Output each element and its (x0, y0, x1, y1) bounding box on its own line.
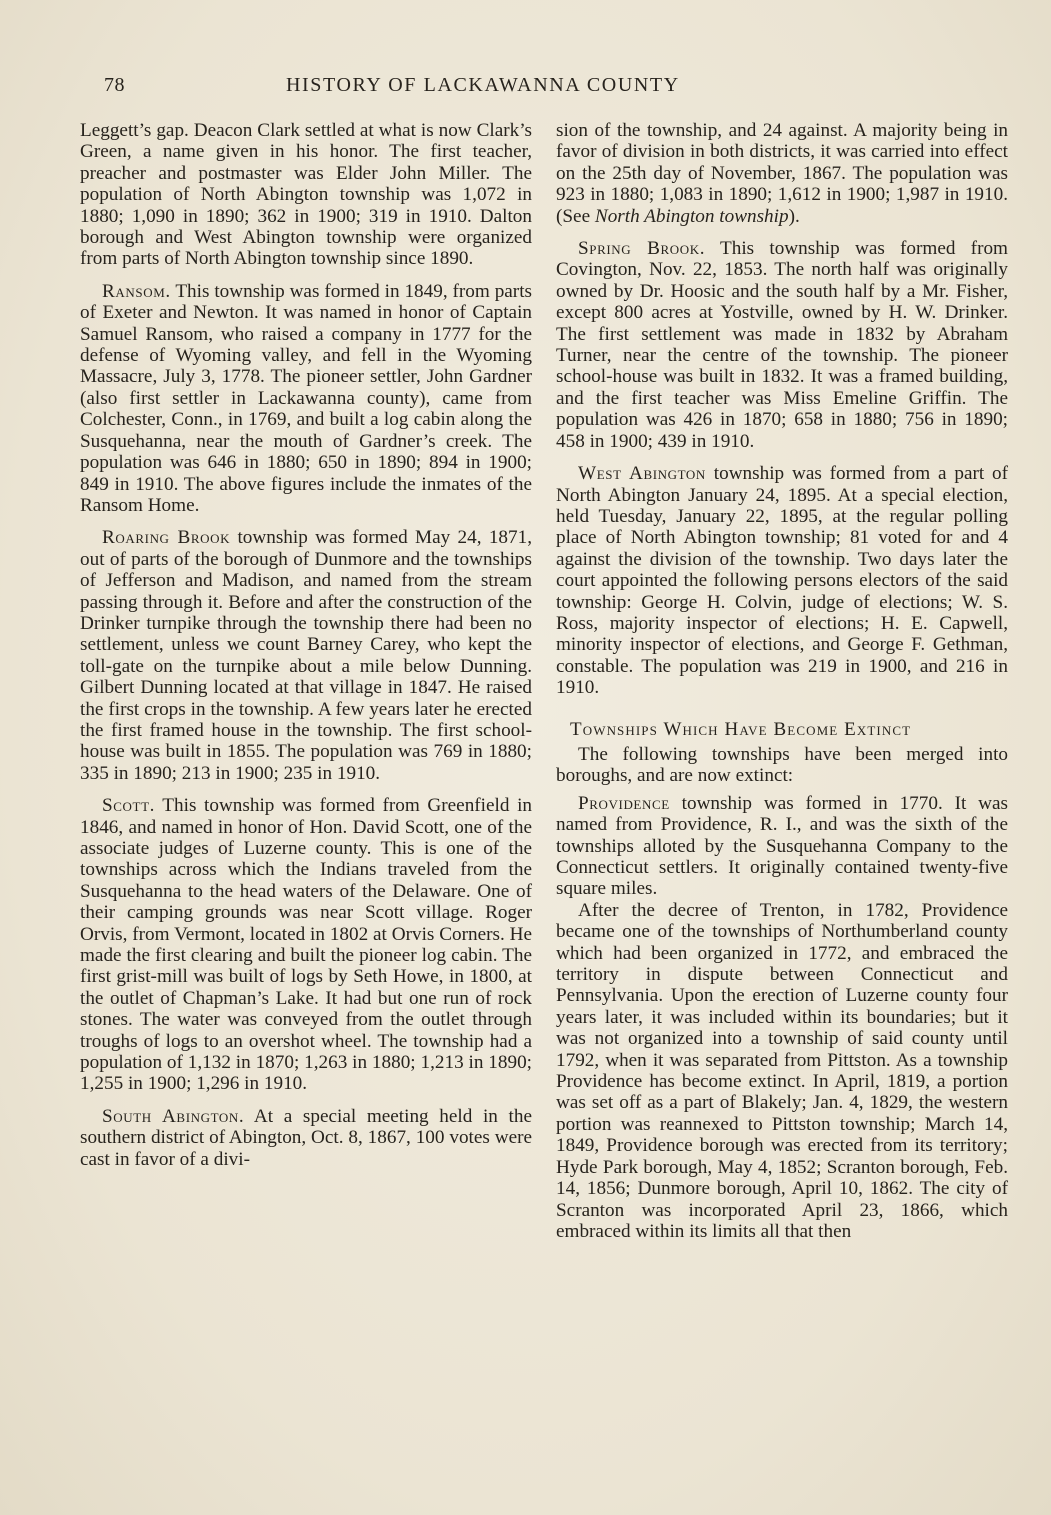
west-abington-title: West Abington (578, 463, 706, 485)
spring-brook-paragraph (556, 238, 1008, 452)
south-abington-continuation (556, 120, 1008, 227)
ransom-title: Ransom. (102, 280, 171, 302)
spring-brook-text: This township was formed from Covington, Nov. 22, 1853. The north half was originally owned by Dr. Hoosic and the south half by a Mr. Fisher, except 800 acres at Yostville, owned by H. W. Drinker. The first settlement was made in 1832 by Abraham Turner, near the centre of the township. The pioneer school-house was built in 1832. It was a framed building, and the first teacher was Miss Emeline Griffin. The population was 426 in 1870; 658 in 1880; 756 in 1890; 458 in 1900; 439 in 1910. (556, 238, 1008, 452)
running-head: HISTORY OF LACKAWANNA COUNTY (286, 74, 680, 96)
right-column (556, 120, 1008, 1242)
scott-paragraph (80, 795, 532, 1095)
left-column (80, 120, 532, 1170)
west-abington-text: township was formed from a part of North Abington January 24, 1895. At a special election, held Tuesday, January 22, 1895, at the regular polling place of North Abington township; 81 voted for and 4 against the division of the township. Two days later the court appointed the following persons electors of the said township: George H. Colvin, judge of elections; W. S. Ross, majority inspector of elections; H. E. Capwell, minority inspector of elections, and George F. Gethman, constable. The population was 219 in 1900, and 216 in 1910. (556, 463, 1009, 699)
providence-history-paragraph: After the decree of Trenton, in 1782, Providence became one of the townships of Northumberland county which had been organized in 1772, and embraced the territory in dispute between Connecticut and Pennsylvania. Upon the erection of Luzerne county four years later, it was included within its boundaries; but it was not organized into a township of said county until 1792, when it was separated from Pittston. As a township Providence has become extinct. In April, 1819, a portion was set off as a part of Blakely; Jan. 4, 1829, the western portion was reannexed to Pittston township; March 14, 1849, Providence borough was erected from its territory; Hyde Park borough, May 4, 1852; Scranton borough, Feb. 14, 1856; Dunmore borough, April 10, 1862. The city of Scranton was incorporated April 23, 1866, which embraced within its limits all that then (556, 899, 1008, 1242)
north-abington-continuation: Leggett’s gap. Deacon Clark settled at what is now Clark’s Green, a name given in his honor. The first teacher, preacher and postmaster was Elder John Miller. The population of North Abington township was 1,072 in 1880; 1,090 in 1890; 362 in 1900; 319 in 1910. Dalton borough and West Abington township were organized from parts of North Abington township since 1890. (80, 120, 532, 270)
ransom-text: This township was formed in 1849, from parts of Exeter and Newton. It was named in honor of Captain Samuel Ransom, who raised a company in 1777 for the defense of Wyoming valley, and fell in the Wyoming Massacre, July 3, 1778. The pioneer settler, John Gardner (also first settler in Lackawanna county), came from Colchester, Conn., in 1769, and built a log cabin along the Susquehanna, near the mouth of Gardner’s creek. The population was 646 in 1880; 650 in 1890; 894 in 1900; 849 in 1910. The above figures include the inmates of the Ransom Home. (80, 280, 532, 516)
south-abington-paragraph (80, 1106, 532, 1170)
roaring-brook-title: Roaring Brook (102, 527, 231, 549)
roaring-brook-paragraph (80, 527, 532, 784)
page-header (104, 74, 744, 102)
extinct-intro: The following townships have been merged into boroughs, and are now extinct: (556, 743, 1008, 787)
south-abington-continuation-text: sion of the township, and 24 against. A majority being in favor of division in both districts, it was carried into effect on the 25th day of November, 1867. The population was 923 in 1880; 1,083 in 1890; 1,612 in 1900; 1,987 in 1910. (See (556, 120, 1008, 227)
providence-paragraph (556, 793, 1008, 900)
continuation-end: ). (788, 205, 800, 227)
providence-title: Providence (578, 792, 670, 814)
west-abington-paragraph (556, 463, 1008, 698)
south-abington-text: At a special meeting held in the southern district of Abington, Oct. 8, 1867, 100 votes were cast in favor of a divi- (80, 1105, 532, 1170)
roaring-brook-text: township was formed May 24, 1871, out of parts of the borough of Dunmore and the townships of Jefferson and Madison, and named from the stream passing through it. Before and after the construction of the Drinker turnpike through the township there had been no settlement, unless we count Barney Carey, who kept the toll-gate on the turnpike about a mile below Dunning. Gilbert Dunning located at that village in 1847. He raised the first crops in the township. A few years later he erected the first framed house in the township. The first school-house was built in 1855. The population was 769 in 1880; 335 in 1890; 213 in 1900; 235 in 1910. (80, 527, 532, 784)
scott-title: Scott. (102, 795, 156, 817)
page-number: 78 (104, 74, 125, 96)
extinct-townships-heading: Townships Which Have Become Extinct (570, 718, 912, 740)
spring-brook-title: Spring Brook. (578, 238, 706, 260)
north-abington-reference: North Abington township (594, 205, 789, 227)
ransom-paragraph (80, 281, 532, 516)
south-abington-title: South Abington. (102, 1105, 245, 1127)
providence-text: township was formed in 1770. It was named from Providence, R. I., and was the sixth of the townships alloted by the Susquehanna Company to the Connecticut settlers. It originally contained twenty-five square miles. (556, 792, 1009, 900)
scott-text: This township was formed from Greenfield in 1846, and named in honor of Hon. David Scott, one of the associate judges of Luzerne county. This is one of the townships across which the Indians traveled from the Susquehanna to the head waters of the Delaware. One of their camping grounds was near Scott village. Roger Orvis, from Vermont, located in 1802 at Orvis Corners. He made the first clearing and built the pioneer log cabin. The first grist-mill was built of logs by Seth Howe, in 1800, at the outlet of Chapman’s Lake. It had but one run of rock stones. The water was conveyed from the outlet through troughs of logs to an overshot wheel. The township had a population of 1,132 in 1870; 1,263 in 1880; 1,213 in 1890; 1,255 in 1900; 1,296 in 1910. (80, 795, 532, 1095)
